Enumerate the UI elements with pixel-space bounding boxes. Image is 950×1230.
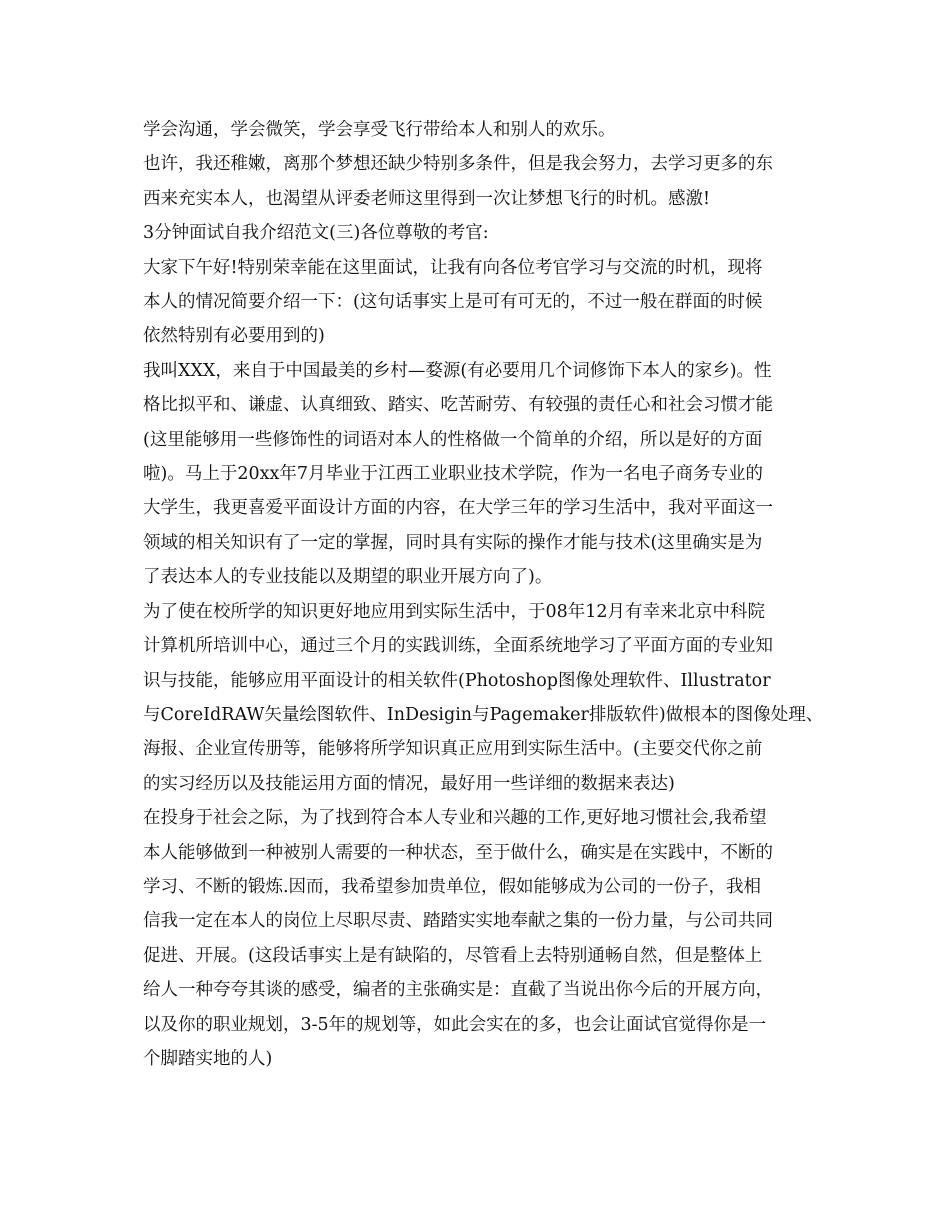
paragraph: [143, 147, 828, 216]
document-body: [143, 113, 828, 1076]
text-line: 海报、企业宣传册等，能够将所学知识真正应用到实际生活中。(主要交代你之前: [143, 739, 763, 760]
paragraph: [143, 595, 828, 801]
text-line: 大学生，我更喜爱平面设计方面的内容，在大学三年的学习生活中，我对平面这一: [143, 498, 773, 519]
paragraph: [143, 801, 828, 1076]
text-line: 本人的情况简要介绍一下：(这句话事实上是可有可无的，不过一般在群面的时候: [143, 292, 763, 313]
text-line: 与CoreIdRAW矢量绘图软件、InDesigin与Pagemaker排版软件)做根本的图像处理、: [143, 704, 824, 725]
text-line: 的实习经历以及技能运用方面的情况，最好用一些详细的数据来表达): [143, 773, 675, 794]
text-line: 我叫XXX，来自于中国最美的乡村—婺源(有必要用几个词修饰下本人的家乡)。性: [143, 360, 772, 381]
text-line: 个脚踏实地的人): [143, 1048, 273, 1069]
text-line: 了表达本人的专业技能以及期望的职业开展方向了)。: [143, 567, 553, 588]
text-line: 领域的相关知识有了一定的掌握，同时具有实际的操作才能与技术(这里确实是为: [143, 532, 763, 553]
text-line: 以及你的职业规划，3-5年的规划等，如此会实在的多，也会让面试官觉得你是一: [143, 1014, 767, 1035]
text-line: (这里能够用一些修饰性的词语对本人的性格做一个简单的介绍，所以是好的方面: [143, 429, 763, 450]
text-line: 依然特别有必要用到的): [143, 326, 325, 347]
paragraph: [143, 354, 828, 595]
text-line: 也许，我还稚嫩，离那个梦想还缺少特别多条件，但是我会努力，去学习更多的东: [143, 154, 773, 175]
text-line: 本人能够做到一种被别人需要的一种状态，至于做什么，确实是在实践中，不断的: [143, 842, 773, 863]
text-line: 识与技能，能够应用平面设计的相关软件(Photoshop图像处理软件、Illustrator: [143, 670, 771, 691]
text-line: 格比拟平和、谦虚、认真细致、踏实、吃苦耐劳、有较强的责任心和社会习惯才能: [143, 395, 773, 416]
text-line: 3分钟面试自我介绍范文(三)各位尊敬的考官:: [143, 223, 489, 244]
text-line: 啦)。马上于20xx年7月毕业于江西工业职业技术学院，作为一名电子商务专业的: [143, 464, 763, 485]
text-line: 促进、开展。(这段话事实上是有缺陷的，尽管看上去特别通畅自然，但是整体上: [143, 945, 763, 966]
text-line: 给人一种夸夸其谈的感受，编者的主张确实是：直截了当说出你今后的开展方向，: [143, 980, 773, 1001]
text-line: 大家下午好!特别荣幸能在这里面试，让我有向各位考官学习与交流的时机，现将: [143, 257, 763, 278]
paragraph: [143, 251, 828, 354]
text-line: 在投身于社会之际，为了找到符合本人专业和兴趣的工作,更好地习惯社会,我希望: [143, 808, 767, 829]
text-line: 西来充实本人，也渴望从评委老师这里得到一次让梦想飞行的时机。感激!: [143, 188, 711, 209]
text-line: 学会沟通，学会微笑，学会享受飞行带给本人和别人的欢乐。: [143, 120, 616, 140]
text-line: 学习、不断的锻炼.因而，我希望参加贵单位，假如能够成为公司的一份子，我相: [143, 876, 762, 897]
text-line: 为了使在校所学的知识更好地应用到实际生活中，于08年12月有幸来北京中科院: [143, 601, 766, 622]
text-line: 计算机所培训中心，通过三个月的实践训练，全面系统地学习了平面方面的专业知: [143, 636, 773, 657]
text-line: 信我一定在本人的岗位上尽职尽责、踏踏实实地奉献之集的一份力量，与公司共同: [143, 911, 773, 932]
paragraph: [143, 216, 828, 250]
paragraph: [143, 113, 828, 147]
